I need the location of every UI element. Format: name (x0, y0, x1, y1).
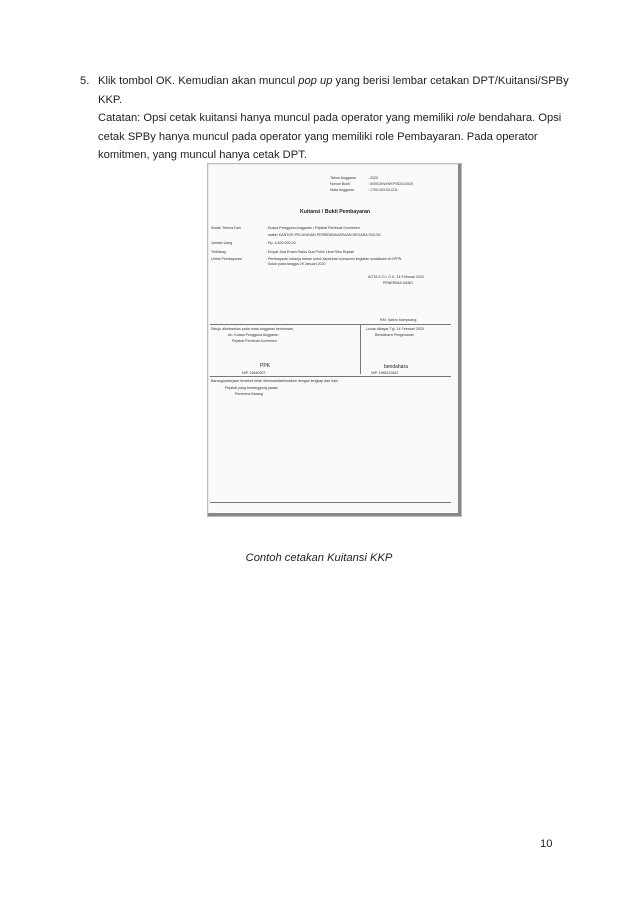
step-instruction: Klik tombol OK. Kemudian akan muncul pop up yang berisi lembar cetakan DPT/Kuitansi/SPBy KKP. (98, 75, 569, 106)
step-number: 5. (80, 75, 90, 87)
pejabat-jawab: Pejabat yang bertanggung jawab (225, 386, 278, 390)
penerima-barang: Penerima Barang (235, 392, 263, 396)
untuk-label: Untuk Pembayaran (211, 257, 242, 261)
divider-3 (210, 502, 451, 503)
sudah-value-1: : Kuasa Pengguna Anggaran / Pejabat Pembuat Komitmen (266, 226, 360, 230)
page-number: 10 (540, 838, 553, 850)
mata-value: : 1700.003.521211 (368, 188, 398, 192)
bendahara-jabatan: Bendahara Pengeluaran (375, 333, 414, 337)
jumlah-label: Jumlah Uang (211, 241, 233, 245)
divider-1 (210, 324, 451, 325)
penerima-uang: PENERIMA UANG (383, 281, 413, 285)
barang-note: Barang/pekerjaan tersebut telah diterima/diselesaikan dengan lengkap dan baik (211, 379, 338, 383)
ppk-sign: PPK (260, 363, 271, 369)
receipt-screenshot (207, 163, 462, 517)
untuk-value-1: : Pembayaran belanja bahan untuk keperluan konsumsi kegiatan sosialisasi di KPPN (266, 257, 402, 261)
ppk-jabatan: Pejabat Pembuat Komitmen (232, 339, 277, 343)
step-note: Catatan: Opsi cetak kuitansi hanya muncul pada operator yang memiliki role bendahara. Opsi cetak SPBy hanya muncul pada operator yang memiliki role Pembayaran. Pada operator komitmen, yang muncul hanya cetak DPT. (98, 112, 562, 161)
untuk-value-2: Solok pada tanggal 29 Januari 2020 (268, 262, 326, 266)
divider-vertical (360, 324, 361, 374)
terbilang-value: : Empat Juta Enam Ratus Dua Puluh Lima Ribu Rupiah (266, 250, 355, 254)
terbilang-label: Terbilang (211, 250, 226, 254)
kota-tanggal: KOTA S O L O K, 14 Februari 2020 (368, 275, 424, 279)
receipt-title: Kuitansi / Bukti Pembayaran (300, 209, 371, 215)
an-kpa: An. Kuasa Pengguna Anggaran (228, 333, 279, 337)
lunas-text: Lunas dibayar Tgl. 14 Februari 2020 (366, 327, 424, 331)
nomor-value: : 00001/KW/KKP/SD/1/2020 (368, 182, 413, 186)
divider-2 (210, 376, 451, 377)
mata-label: Mata Anggaran (330, 188, 355, 192)
bendahara-nip: NIP. 1985112602 (371, 371, 399, 375)
sudah-label: Sudah Terima Dari (211, 226, 241, 230)
tahun-value: : 2020 (368, 176, 378, 180)
nomor-label: Nomor Bukti (330, 182, 350, 186)
ppk-nip: NIP. 19640927 (242, 371, 266, 375)
receipt-document (208, 164, 461, 516)
penerima-nama: RM. Salero Kampuang (380, 318, 417, 322)
step-text (98, 72, 570, 165)
tahun-label: Tahun Anggaran (330, 176, 357, 180)
bendahara-sign: bendahara (384, 364, 408, 370)
setuju-text: Setuju dibebankan pada mata anggaran berkenaan, (211, 327, 294, 331)
figure-caption: Contoh cetakan Kuitansi KKP (245, 552, 393, 564)
jumlah-value: : Rp. 4.620.000,00 (266, 241, 296, 245)
sudah-value-2: satker KANTOR PELAYANAN PERBENDAHARAAN NEGARA SOLOK (268, 233, 381, 237)
